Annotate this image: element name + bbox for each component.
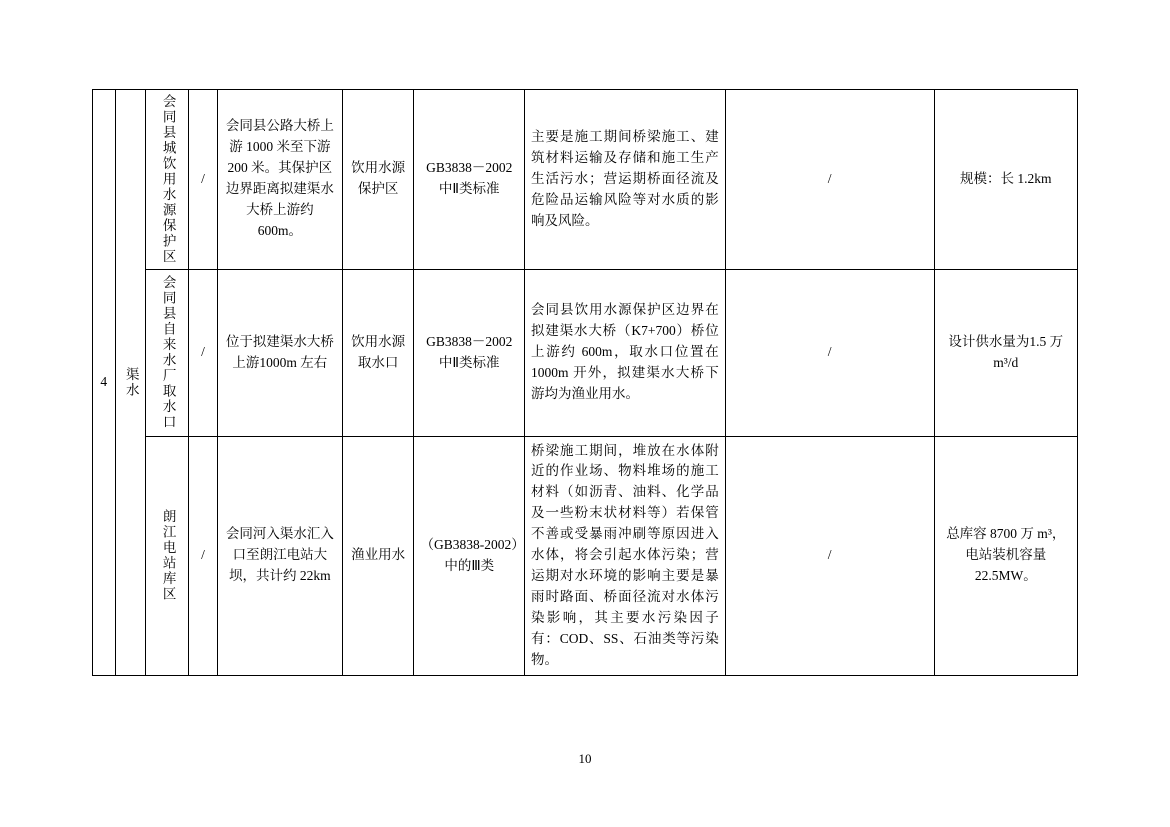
target-effect-cell <box>525 436 726 675</box>
target-name: 朗江电站库区 <box>160 509 176 603</box>
target-effect: 会同县饮用水源保护区边界在拟建渠水大桥（K7+700）桥位上游约 600m，取水口位置在1000m 开外，拟建渠水大桥下游均为渔业用水。 <box>531 302 719 401</box>
target-function: 渔业用水 <box>351 547 406 563</box>
target-position-cell <box>217 90 342 270</box>
target-slash-cell <box>189 436 218 675</box>
target-name-cell <box>146 436 189 675</box>
target-distance: / <box>827 344 832 360</box>
target-position: 会同县公路大桥上游 1000 米至下游 200 米。其保护区边界距离拟建渠水大桥上游约 600m。 <box>225 118 334 239</box>
target-effect-cell <box>525 269 726 436</box>
target-distance: / <box>827 547 832 563</box>
target-function-cell <box>342 90 414 270</box>
target-standard-cell <box>414 90 525 270</box>
target-standard: GB3838－2002中Ⅱ类标准 <box>426 160 513 197</box>
row-index-cell <box>93 90 116 676</box>
table-row <box>93 436 1078 675</box>
target-name: 会同县城饮用水源保护区 <box>160 94 176 265</box>
target-function-cell <box>342 436 414 675</box>
target-slash: / <box>201 170 205 186</box>
target-name-cell <box>146 90 189 270</box>
target-position-cell <box>217 436 342 675</box>
target-name: 会同县自来水厂取水口 <box>160 275 176 430</box>
row-index: 4 <box>100 373 108 389</box>
target-standard-cell <box>414 269 525 436</box>
target-function: 饮用水源取水口 <box>351 333 406 370</box>
target-effect: 主要是施工期间桥梁施工、建筑材料运输及存储和施工生产生活污水；营运期桥面径流及危险品运输风险等对水质的影响及风险。 <box>531 128 719 228</box>
target-scale-cell <box>934 436 1077 675</box>
group-name-cell <box>115 90 146 676</box>
target-standard-cell <box>414 436 525 675</box>
table-row <box>93 90 1078 270</box>
page-number: 10 <box>578 751 592 766</box>
target-slash-cell <box>189 90 218 270</box>
target-name-cell <box>146 269 189 436</box>
target-scale-cell <box>934 269 1077 436</box>
table-row <box>93 269 1078 436</box>
group-name: 渠水 <box>123 366 139 398</box>
target-distance-cell <box>725 269 934 436</box>
target-slash-cell <box>189 269 218 436</box>
target-position-cell <box>217 269 342 436</box>
target-effect-cell <box>525 90 726 270</box>
target-scale: 规模：长 1.2km <box>960 170 1052 186</box>
target-function-cell <box>342 269 414 436</box>
target-standard: GB3838－2002中Ⅱ类标准 <box>426 333 513 370</box>
target-standard: （GB3838-2002）中的Ⅲ类 <box>420 536 518 573</box>
target-distance-cell <box>725 436 934 675</box>
target-slash: / <box>201 547 205 563</box>
target-scale: 设计供水量为1.5 万 m³/d <box>948 333 1064 370</box>
target-position: 位于拟建渠水大桥上游1000m 左右 <box>225 333 334 370</box>
target-distance: / <box>827 170 832 186</box>
target-effect: 桥梁施工期间，堆放在水体附近的作业场、物料堆场的施工材料（如沥青、油料、化学品及一些粉末状材料等）若保管不善或受暴雨冲刷等原因进入水体，将会引起水体污染；营运期对水环境的影响主要是暴雨时路面、桥面径流对水体污染影响，其主要水污染因子有：COD、SS、石油类等污染物。 <box>531 442 719 667</box>
environmental-sensitive-targets-table <box>92 89 1078 676</box>
target-distance-cell <box>725 90 934 270</box>
target-slash: / <box>201 344 205 360</box>
target-scale: 总库容 8700 万 m³，电站装机容量 22.5MW。 <box>946 526 1066 584</box>
target-function: 饮用水源保护区 <box>351 160 406 197</box>
target-position: 会同河入渠水汇入口至朗江电站大坝，共计约 22km <box>225 526 334 584</box>
target-scale-cell <box>934 90 1077 270</box>
